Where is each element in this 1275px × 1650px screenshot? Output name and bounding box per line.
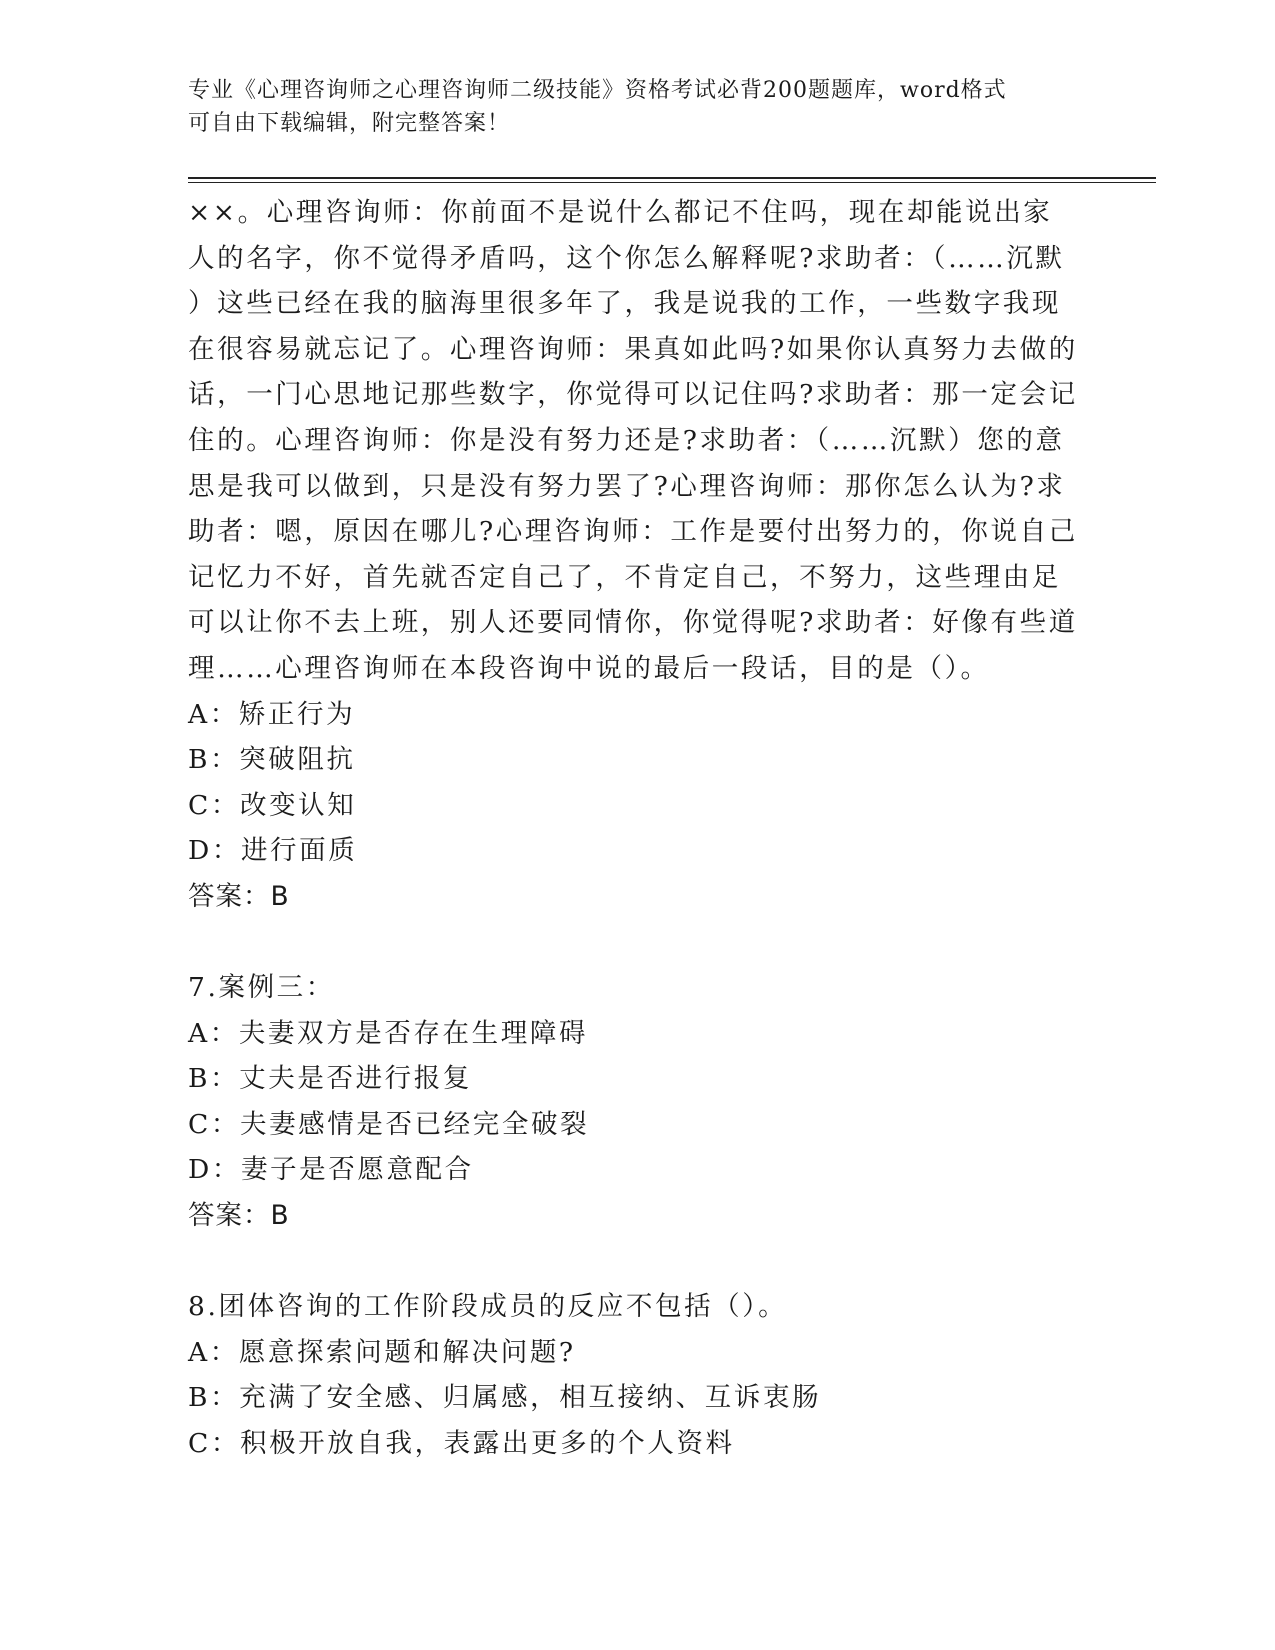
header-divider-thin bbox=[188, 182, 1156, 183]
question-6-stem bbox=[188, 190, 1088, 692]
stem-line: 思是我可以做到，只是没有努力罢了?心理咨询师：那你怎么认为?求 bbox=[188, 470, 1066, 502]
stem-line: 话，一门心思地记那些数字，你觉得可以记住吗?求助者：那一定会记 bbox=[188, 379, 1078, 411]
header-title-line-1: 专业《心理咨询师之心理咨询师二级技能》资格考试必背200题题库，word格式 bbox=[188, 78, 1007, 103]
option-a: A：夫妻双方是否存在生理障碍 bbox=[188, 1017, 589, 1049]
question-8 bbox=[188, 1284, 1088, 1466]
option-a: A：愿意探索问题和解决问题? bbox=[188, 1336, 576, 1368]
document-header bbox=[188, 74, 1068, 140]
option-d: D：妻子是否愿意配合 bbox=[188, 1154, 474, 1186]
header-divider-thick bbox=[188, 177, 1156, 179]
option-c: C：积极开放自我，表露出更多的个人资料 bbox=[188, 1428, 735, 1460]
stem-line: 住的。心理咨询师：你是没有努力还是?求助者：（……沉默）您的意 bbox=[188, 424, 1065, 456]
option-d: D：进行面质 bbox=[188, 835, 358, 867]
question-8-stem: 8.团体咨询的工作阶段成员的反应不包括（）。 bbox=[188, 1291, 788, 1323]
option-a: A：矫正行为 bbox=[188, 698, 356, 730]
answer-label: 答案：B bbox=[188, 1200, 290, 1232]
spacer bbox=[188, 1239, 1088, 1285]
header-title-line-2: 可自由下载编辑，附完整答案！ bbox=[188, 111, 511, 136]
document-body bbox=[188, 190, 1088, 1467]
answer-label: 答案：B bbox=[188, 880, 290, 912]
stem-line: 在很容易就忘记了。心理咨询师：果真如此吗?如果你认真努力去做的 bbox=[188, 333, 1078, 365]
option-c: C：夫妻感情是否已经完全破裂 bbox=[188, 1108, 590, 1140]
option-b: B：突破阻抗 bbox=[188, 744, 356, 776]
question-6 bbox=[188, 190, 1088, 920]
stem-line: 助者：嗯，原因在哪儿?心理咨询师：工作是要付出努力的，你说自己 bbox=[188, 516, 1078, 548]
question-7-stem: 7.案例三： bbox=[188, 972, 335, 1004]
stem-line: 人的名字，你不觉得矛盾吗，这个你怎么解释呢?求助者：（……沉默 bbox=[188, 242, 1065, 274]
spacer bbox=[188, 920, 1088, 966]
question-7 bbox=[188, 965, 1088, 1239]
stem-line: ）这些已经在我的脑海里很多年了，我是说我的工作，一些数字我现 bbox=[188, 288, 1061, 320]
stem-line: 理……心理咨询师在本段咨询中说的最后一段话，目的是（）。 bbox=[188, 652, 990, 684]
option-b: B：丈夫是否进行报复 bbox=[188, 1063, 472, 1095]
option-b: B：充满了安全感、归属感，相互接纳、互诉衷肠 bbox=[188, 1382, 822, 1414]
stem-line: 记忆力不好，首先就否定自己了，不肯定自己，不努力，这些理由足 bbox=[188, 561, 1061, 593]
option-c: C：改变认知 bbox=[188, 789, 357, 821]
stem-line: ××。心理咨询师：你前面不是说什么都记不住吗，现在却能说出家 bbox=[188, 197, 1053, 228]
stem-line: 可以让你不去上班，别人还要同情你，你觉得呢?求助者：好像有些道 bbox=[188, 607, 1078, 639]
